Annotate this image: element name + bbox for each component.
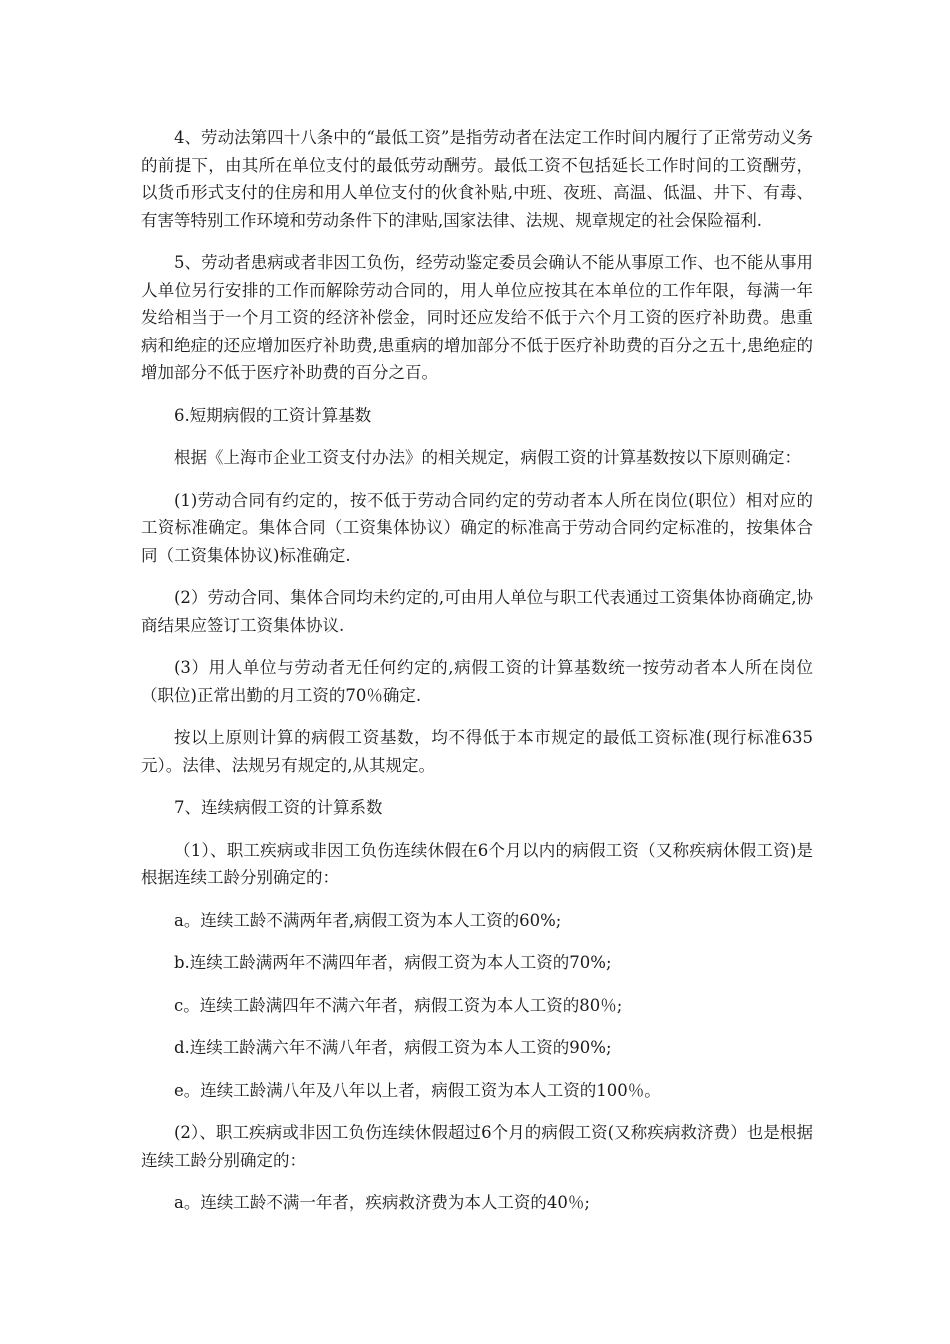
paragraph-over-6-months: (2）、职工疾病或非因工负伤连续休假超过6个月的病假工资(又称疾病救济费）也是根据连续工龄分别确定的： — [141, 1123, 813, 1170]
document-page — [141, 124, 813, 1232]
paragraph-minimum-standard: 按以上原则计算的病假工资基数，均不得低于本市规定的最低工资标准(现行标准635元）。法律、法规另有规定的,从其规定。 — [141, 728, 813, 775]
paragraph-minimum-wage: 4、劳动法第四十八条中的“最低工资”是指劳动者在法定工作时间内履行了正常劳动义务的前提下，由其所在单位支付的最低劳动酬劳。最低工资不包括延长工作时间的工资酬劳，以货币形式支付的住房和用人单位支付的伙食补贴,中班、夜班、高温、低温、井下、有毒、有害等特别工作环境和劳动条件下的津贴,国家法律、法规、规章规定的社会保险福利. — [141, 128, 813, 230]
paragraph-illness-termination: 5、劳动者患病或者非因工负伤，经劳动鉴定委员会确认不能从事原工作、也不能从事用人单位另行安排的工作而解除劳动合同的，用人单位应按其在本单位的工作年限，每满一年发给相当于一个月工资的经济补偿金，同时还应发给不低于六个月工资的医疗补助费。患重病和绝症的还应增加医疗补助费,患重病的增加部分不低于医疗补助费的百分之五十,患绝症的增加部分不低于医疗补助费的百分之百。 — [141, 253, 813, 382]
list-item-d: d.连续工龄满六年不满八年者，病假工资为本人工资的90%; — [174, 1038, 612, 1057]
list-item-relief-a: a。连续工龄不满一年者，疾病救济费为本人工资的40％; — [174, 1193, 590, 1212]
list-item-b: b.连续工龄满两年不满四年者，病假工资为本人工资的70%; — [174, 953, 612, 972]
list-item-a: a。连续工龄不满两年者,病假工资为本人工资的60%; — [174, 910, 562, 930]
paragraph-shanghai-regulation: 根据《上海市企业工资支付办法》的相关规定，病假工资的计算基数按以下原则确定： — [174, 448, 801, 467]
list-item-c: c。连续工龄满四年不满六年者，病假工资为本人工资的80％; — [174, 995, 623, 1015]
paragraph-rule-2: (2）劳动合同、集体合同均未约定的,可由用人单位与职工代表通过工资集体协商确定,协商结果应签订工资集体协议. — [141, 588, 813, 635]
paragraph-within-6-months: （1）、职工疾病或非因工负伤连续休假在6个月以内的病假工资（又称疾病休假工资)是根据连续工龄分别确定的： — [141, 840, 813, 887]
heading-continuous-sick-leave-coefficient: 7、连续病假工资的计算系数 — [174, 798, 383, 817]
list-item-e: e。连续工龄满八年及八年以上者，病假工资为本人工资的100％。 — [174, 1080, 661, 1100]
heading-short-sick-leave-base: 6.短期病假的工资计算基数 — [174, 405, 372, 425]
paragraph-rule-3: (3）用人单位与劳动者无任何约定的,病假工资的计算基数统一按劳动者本人所在岗位（职位)正常出勤的月工资的70％确定. — [141, 658, 813, 705]
paragraph-rule-1: (1)劳动合同有约定的，按不低于劳动合同约定的劳动者本人所在岗位(职位）相对应的工资标准确定。集体合同（工资集体协议）确定的标准高于劳动合同约定标准的，按集体合同（工资集体协议)标准确定. — [141, 490, 813, 565]
